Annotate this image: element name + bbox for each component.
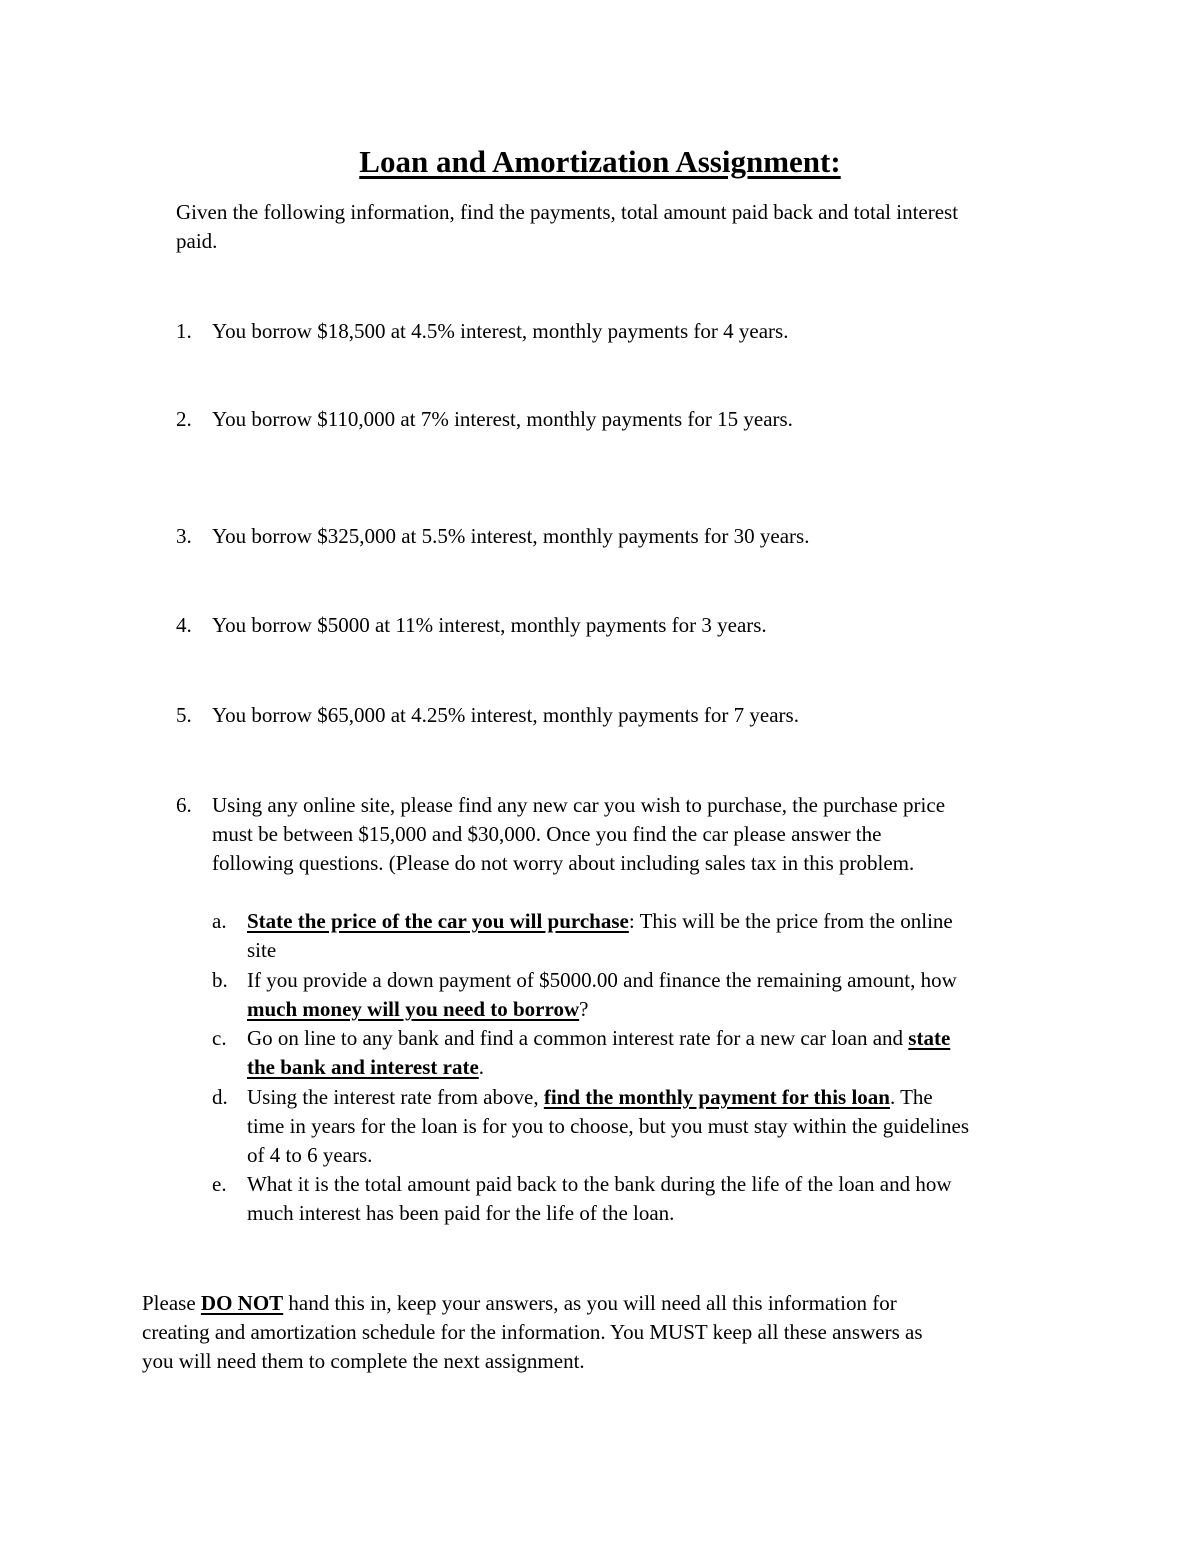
item-text: You borrow $18,500 at 4.5% interest, monthly payments for 4 years. [212, 319, 789, 343]
sub-a-rest: : This will be the price from the online [628, 909, 953, 933]
sub-c-line-1 [247, 1024, 950, 1053]
sub-d-line-3: of 4 to 6 years. [247, 1143, 373, 1167]
sub-c-tail: . [478, 1055, 485, 1079]
sub-letter: b. [212, 968, 228, 992]
sub-b-line-1: If you provide a down payment of $5000.00 and finance the remaining amount, how [247, 968, 957, 992]
item-6-line-3: following questions. (Please do not worry about including sales tax in this problem. [212, 851, 915, 875]
item-text: You borrow $65,000 at 4.25% interest, monthly payments for 7 years. [212, 703, 799, 727]
sub-d-line-2: time in years for the loan is for you to choose, but you must stay within the guidelines [247, 1114, 970, 1138]
sub-letter: d. [212, 1085, 228, 1109]
sub-a-emphasis: State the price of the car you will purchase [247, 909, 629, 933]
sub-b-tail: ? [579, 997, 589, 1021]
item-number: 6. [176, 793, 192, 817]
sub-c-text: Go on line to any bank and find a common interest rate for a new car loan and [247, 1026, 909, 1050]
item-number: 1. [176, 319, 192, 343]
item-number: 4. [176, 613, 192, 637]
sub-c-emphasis-1: state [908, 1026, 951, 1050]
sub-letter: a. [212, 909, 227, 933]
closing-emphasis: DO NOT [200, 1291, 284, 1315]
sub-e-line-1: What it is the total amount paid back to the bank during the life of the loan and how [247, 1172, 952, 1196]
sub-letter: e. [212, 1172, 227, 1196]
closing-line-2: creating and amortization schedule for the information. You MUST keep all these answers as [142, 1320, 923, 1344]
sub-a-line-2: site [247, 938, 277, 962]
item-text: You borrow $325,000 at 5.5% interest, monthly payments for 30 years. [212, 524, 810, 548]
sub-letter: c. [212, 1026, 227, 1050]
sub-c-emphasis-2: the bank and interest rate [247, 1055, 479, 1079]
page-title: Loan and Amortization Assignment: [359, 144, 841, 179]
item-text: You borrow $5000 at 11% interest, monthly payments for 3 years. [212, 613, 767, 637]
closing-pre: Please [142, 1291, 201, 1315]
sub-a-line-1 [247, 907, 953, 936]
sub-e-line-2: much interest has been paid for the life of the loan. [247, 1201, 675, 1225]
sub-d-pre: Using the interest rate from above, [247, 1085, 544, 1109]
intro-line-2: paid. [176, 229, 218, 253]
item-number: 3. [176, 524, 192, 548]
closing-line-1 [142, 1289, 897, 1318]
sub-d-post: . The [889, 1085, 933, 1109]
sub-d-line-1 [247, 1083, 933, 1112]
item-6-line-1: Using any online site, please find any new car you wish to purchase, the purchase price [212, 793, 946, 817]
sub-d-emphasis: find the monthly payment for this loan [543, 1085, 890, 1109]
sub-c-line-2 [247, 1053, 484, 1082]
item-text: You borrow $110,000 at 7% interest, monthly payments for 15 years. [212, 407, 793, 431]
sub-b-emphasis: much money will you need to borrow [247, 997, 580, 1021]
closing-line-3: you will need them to complete the next assignment. [142, 1349, 585, 1373]
item-number: 2. [176, 407, 192, 431]
intro-line-1: Given the following information, find the payments, total amount paid back and total interest [176, 200, 959, 224]
item-number: 5. [176, 703, 192, 727]
closing-post: hand this in, keep your answers, as you will need all this information for [283, 1291, 897, 1315]
sub-b-line-2 [247, 995, 588, 1024]
item-6-line-2: must be between $15,000 and $30,000. Once you find the car please answer the [212, 822, 882, 846]
